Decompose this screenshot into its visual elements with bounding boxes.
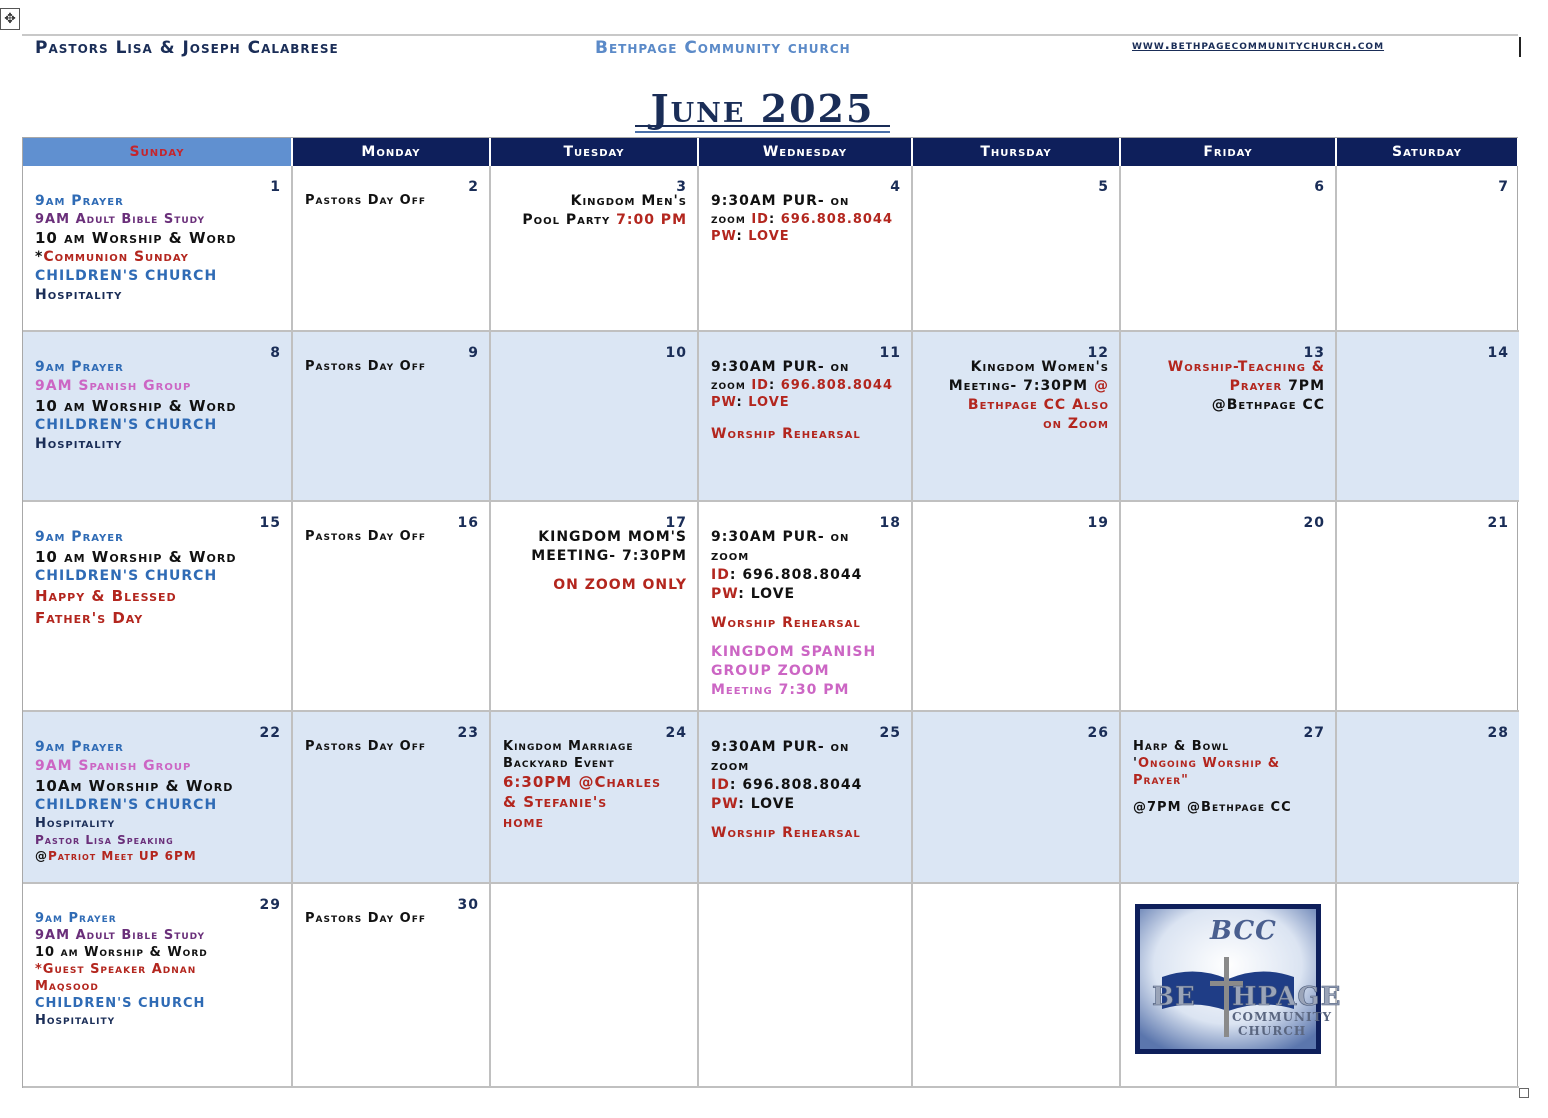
event-text-part: Communion Sunday xyxy=(43,249,189,265)
event-text-part: : xyxy=(768,212,781,227)
event-list xyxy=(1133,738,1325,816)
event-line: 10Am Worship & Word xyxy=(35,777,234,795)
event-list xyxy=(305,192,479,209)
day-cell[interactable] xyxy=(491,332,699,502)
event-line: Meeting 7:30 PM xyxy=(711,682,850,698)
event-line: Kingdom Women's xyxy=(970,359,1109,375)
event-line: Pastors Day Off xyxy=(305,193,426,208)
day-header-monday: Monday xyxy=(293,138,491,166)
month-title: June 2025 xyxy=(650,86,875,131)
logo-name-left: BE xyxy=(1152,982,1196,1012)
date-number: 8 xyxy=(270,345,281,361)
event-line: Pastors Day Off xyxy=(305,911,426,926)
event-text-part: PW xyxy=(711,586,739,602)
title-double-underline xyxy=(635,125,890,133)
event-text-part: zoom xyxy=(711,378,752,393)
date-number: 9 xyxy=(468,345,479,361)
event-line: Worship Rehearsal xyxy=(711,825,861,841)
event-line: 9AM Adult Bible Study xyxy=(35,212,205,227)
calendar-grid xyxy=(22,137,1518,1088)
day-cell[interactable] xyxy=(699,502,913,712)
event-line: Worship Rehearsal xyxy=(711,426,861,442)
day-cell[interactable] xyxy=(913,332,1121,502)
event-line: Harp & Bowl xyxy=(1133,739,1229,754)
event-text-part: PW xyxy=(711,395,737,410)
event-text-part: LOVE xyxy=(748,229,790,244)
table-move-handle-icon[interactable]: ✥ xyxy=(0,8,20,30)
date-number: 6 xyxy=(1314,179,1325,195)
event-text-part: : LOVE xyxy=(738,586,796,602)
event-line: on Zoom xyxy=(1043,416,1109,432)
day-header-thursday: Thursday xyxy=(913,138,1121,166)
event-line: CHILDREN'S CHURCH xyxy=(35,568,218,584)
event-line xyxy=(711,377,901,394)
day-cell[interactable] xyxy=(913,166,1121,332)
event-line: CHILDREN'S CHURCH xyxy=(35,996,206,1011)
event-line: Bethpage CC Also xyxy=(967,397,1109,413)
date-number: 13 xyxy=(1303,345,1325,361)
date-number: 24 xyxy=(665,725,687,741)
date-number: 22 xyxy=(259,725,281,741)
date-number: 5 xyxy=(1098,179,1109,195)
header-rule xyxy=(22,34,1518,36)
event-list xyxy=(711,528,901,700)
event-line: @Bethpage CC xyxy=(1211,397,1325,413)
website-link[interactable]: www.bethpagecommunitychurch.com xyxy=(1132,38,1385,53)
event-line: Pastor Lisa Speaking xyxy=(35,833,174,847)
event-text-part: Patriot Meet UP 6PM xyxy=(48,849,197,863)
date-number: 3 xyxy=(676,179,687,195)
event-line: CHILDREN'S CHURCH xyxy=(35,417,218,433)
day-cell[interactable] xyxy=(23,884,293,1088)
event-text-part: @ xyxy=(35,849,48,863)
date-number: 19 xyxy=(1087,515,1109,531)
event-text-part: Pool Party xyxy=(522,212,617,228)
date-number: 11 xyxy=(879,345,901,361)
event-text-part: PW xyxy=(711,229,737,244)
event-line: 10 am Worship & Word xyxy=(35,945,208,960)
event-text-part: : 696.808.8044 xyxy=(729,567,863,583)
event-list xyxy=(711,738,901,843)
event-line: CHILDREN'S CHURCH xyxy=(35,797,218,813)
date-number: 27 xyxy=(1303,725,1325,741)
event-line: Father's Day xyxy=(35,609,144,627)
event-text-part: : xyxy=(736,229,749,244)
date-number: 2 xyxy=(468,179,479,195)
day-cell[interactable] xyxy=(293,502,491,712)
church-logo xyxy=(1135,904,1342,1054)
event-line: 9:30AM PUR- on xyxy=(711,529,850,545)
event-text-part: 7PM xyxy=(1288,378,1325,394)
logo-name-right: HPAGE xyxy=(1232,982,1342,1012)
day-cell[interactable] xyxy=(699,884,913,1088)
event-text-part: 696.808.8044 xyxy=(780,378,894,393)
event-list xyxy=(925,358,1109,434)
day-cell[interactable] xyxy=(23,712,293,884)
event-line: Worship-Teaching & xyxy=(1167,359,1325,375)
event-text-part: ID xyxy=(751,378,769,393)
event-text-part: ID xyxy=(711,567,730,583)
event-list xyxy=(35,528,281,628)
day-header-saturday: Saturday xyxy=(1337,138,1519,166)
event-line: 9am Prayer xyxy=(35,359,124,375)
event-line: 9AM Spanish Group xyxy=(35,378,192,394)
day-cell[interactable] xyxy=(1337,332,1519,502)
logo-line-2: COMMUNITY xyxy=(1232,1010,1333,1024)
event-line: Maqsood xyxy=(35,979,99,994)
event-text-part: : LOVE xyxy=(738,796,796,812)
day-header-tuesday: Tuesday xyxy=(491,138,699,166)
day-cell[interactable] xyxy=(1337,502,1519,712)
event-line: 10 am Worship & Word xyxy=(35,229,237,247)
event-line: zoom xyxy=(711,758,750,774)
event-line: GROUP ZOOM xyxy=(711,663,830,679)
date-number: 28 xyxy=(1487,725,1509,741)
event-text-part: Meeting- 7:30PM xyxy=(948,378,1094,394)
event-list xyxy=(503,528,687,595)
event-text-part: PW xyxy=(711,796,739,812)
date-number: 30 xyxy=(457,897,479,913)
event-line: Kingdom Men's xyxy=(570,193,687,209)
event-text-part: zoom xyxy=(711,212,752,227)
day-cell[interactable] xyxy=(699,332,913,502)
event-list xyxy=(305,528,479,545)
event-text-part: 696.808.8044 xyxy=(780,212,894,227)
event-line: 9AM Adult Bible Study xyxy=(35,928,205,943)
pastors-names: Pastors Lisa & Joseph Calabrese xyxy=(35,38,339,58)
event-line: Prayer" xyxy=(1133,773,1189,788)
event-line: CHILDREN'S CHURCH xyxy=(35,268,218,284)
event-list xyxy=(305,910,479,927)
logo-line-3: CHURCH xyxy=(1238,1024,1307,1038)
event-line xyxy=(711,776,901,795)
day-cell[interactable] xyxy=(1337,166,1519,332)
date-number: 25 xyxy=(879,725,901,741)
event-line xyxy=(1133,377,1325,396)
date-number: 15 xyxy=(259,515,281,531)
event-text-part: : xyxy=(736,395,749,410)
day-header-sunday: Sunday xyxy=(23,138,293,166)
event-line xyxy=(1133,755,1325,772)
event-list xyxy=(503,192,687,230)
event-line: Pastors Day Off xyxy=(305,359,426,374)
day-cell[interactable] xyxy=(491,884,699,1088)
event-line xyxy=(711,394,901,411)
event-list xyxy=(711,192,901,245)
event-list xyxy=(503,738,687,832)
event-line: 9:30AM PUR- on xyxy=(711,193,850,209)
day-cell[interactable] xyxy=(293,166,491,332)
day-cell[interactable] xyxy=(1337,884,1519,1088)
event-line: Hospitality xyxy=(35,816,116,831)
day-cell[interactable] xyxy=(23,166,293,332)
event-text-part: 7:00 PM xyxy=(616,212,687,228)
day-cell[interactable] xyxy=(699,166,913,332)
date-number: 18 xyxy=(879,515,901,531)
event-list xyxy=(35,192,281,305)
event-line: Hospitality xyxy=(35,436,123,452)
event-text-part: Ongoing Worship & xyxy=(1137,756,1281,771)
event-line: 9am Prayer xyxy=(35,193,124,209)
logo-initials: BCC xyxy=(1210,916,1277,946)
day-cell[interactable] xyxy=(1121,712,1337,884)
event-line: *Guest Speaker Adnan xyxy=(35,962,197,977)
event-line: 9am Prayer xyxy=(35,911,117,926)
event-text-part: ' xyxy=(1133,756,1138,771)
day-cell[interactable] xyxy=(1121,502,1337,712)
event-text-part: @ xyxy=(1094,378,1109,394)
event-line: KINGDOM MOM'S xyxy=(538,529,687,545)
event-line: 9am Prayer xyxy=(35,739,124,755)
day-cell[interactable] xyxy=(1121,332,1337,502)
event-line: Hospitality xyxy=(35,287,123,303)
event-line: & Stefanie's xyxy=(503,793,608,811)
event-line: MEETING- 7:30PM xyxy=(531,548,687,564)
text-cursor xyxy=(1519,37,1521,57)
day-cell[interactable] xyxy=(23,502,293,712)
event-line xyxy=(711,228,901,245)
event-text-part: Prayer xyxy=(1229,378,1289,394)
event-list xyxy=(35,910,281,1029)
date-number: 23 xyxy=(457,725,479,741)
day-header-friday: Friday xyxy=(1121,138,1337,166)
event-line: Worship Rehearsal xyxy=(711,615,861,631)
event-list xyxy=(305,738,479,755)
event-line xyxy=(35,248,281,267)
event-text-part: * xyxy=(35,249,44,265)
event-text-part: LOVE xyxy=(748,395,790,410)
event-line: 9AM Spanish Group xyxy=(35,758,192,774)
event-line: Kingdom Marriage xyxy=(503,739,634,754)
event-list xyxy=(711,358,901,444)
event-line: Happy & Blessed xyxy=(35,587,177,605)
date-number: 1 xyxy=(270,179,281,195)
day-cell[interactable] xyxy=(293,332,491,502)
event-list xyxy=(1133,358,1325,415)
event-line: 10 am Worship & Word xyxy=(35,397,237,415)
date-number: 20 xyxy=(1303,515,1325,531)
event-line: KINGDOM SPANISH xyxy=(711,644,877,660)
day-cell[interactable] xyxy=(699,712,913,884)
event-line: ON ZOOM ONLY xyxy=(553,577,687,593)
table-resize-handle[interactable] xyxy=(1519,1088,1529,1098)
date-number: 14 xyxy=(1487,345,1509,361)
event-line: Pastors Day Off xyxy=(305,739,426,754)
date-number: 26 xyxy=(1087,725,1109,741)
event-list xyxy=(35,738,281,864)
day-cell[interactable] xyxy=(293,884,491,1088)
event-line: home xyxy=(503,813,545,831)
event-line xyxy=(711,585,901,604)
day-cell[interactable] xyxy=(491,502,699,712)
day-cell[interactable] xyxy=(491,166,699,332)
day-cell[interactable] xyxy=(491,712,699,884)
event-line: Hospitality xyxy=(35,1013,116,1028)
event-text-part: : 696.808.8044 xyxy=(729,777,863,793)
day-cell[interactable] xyxy=(913,712,1121,884)
day-cell[interactable] xyxy=(23,332,293,502)
event-line xyxy=(35,848,281,864)
event-line: 6:30PM @Charles xyxy=(503,773,662,791)
event-line xyxy=(711,211,901,228)
event-line xyxy=(503,211,687,230)
event-line: Pastors Day Off xyxy=(305,529,426,544)
event-list xyxy=(305,358,479,375)
day-cell[interactable] xyxy=(1337,712,1519,884)
event-line xyxy=(925,377,1109,396)
date-number: 21 xyxy=(1487,515,1509,531)
event-line: 9:30AM PUR- on xyxy=(711,739,850,755)
bcc-logo-icon xyxy=(1140,909,1342,1049)
event-text-part: : xyxy=(768,378,781,393)
day-cell[interactable] xyxy=(1121,166,1337,332)
date-number: 17 xyxy=(665,515,687,531)
day-cell[interactable] xyxy=(913,884,1121,1088)
event-line xyxy=(711,566,901,585)
date-number: 7 xyxy=(1498,179,1509,195)
date-number: 4 xyxy=(890,179,901,195)
event-line xyxy=(711,795,901,814)
church-name: Bethpage Community church xyxy=(595,38,851,58)
day-cell[interactable] xyxy=(293,712,491,884)
event-line: 9am Prayer xyxy=(35,529,124,545)
event-line: @7PM @Bethpage CC xyxy=(1133,800,1292,815)
date-number: 12 xyxy=(1087,345,1109,361)
day-cell[interactable] xyxy=(913,502,1121,712)
event-line: 10 am Worship & Word xyxy=(35,548,237,566)
event-line: 9:30AM PUR- on xyxy=(711,359,850,375)
event-list xyxy=(35,358,281,454)
event-text-part: ID xyxy=(751,212,769,227)
day-cell[interactable] xyxy=(1121,884,1342,1088)
date-number: 29 xyxy=(259,897,281,913)
date-number: 10 xyxy=(665,345,687,361)
date-number: 16 xyxy=(457,515,479,531)
event-line: zoom xyxy=(711,548,750,564)
day-header-wednesday: Wednesday xyxy=(699,138,913,166)
event-text-part: ID xyxy=(711,777,730,793)
event-line: Backyard Event xyxy=(503,756,615,771)
